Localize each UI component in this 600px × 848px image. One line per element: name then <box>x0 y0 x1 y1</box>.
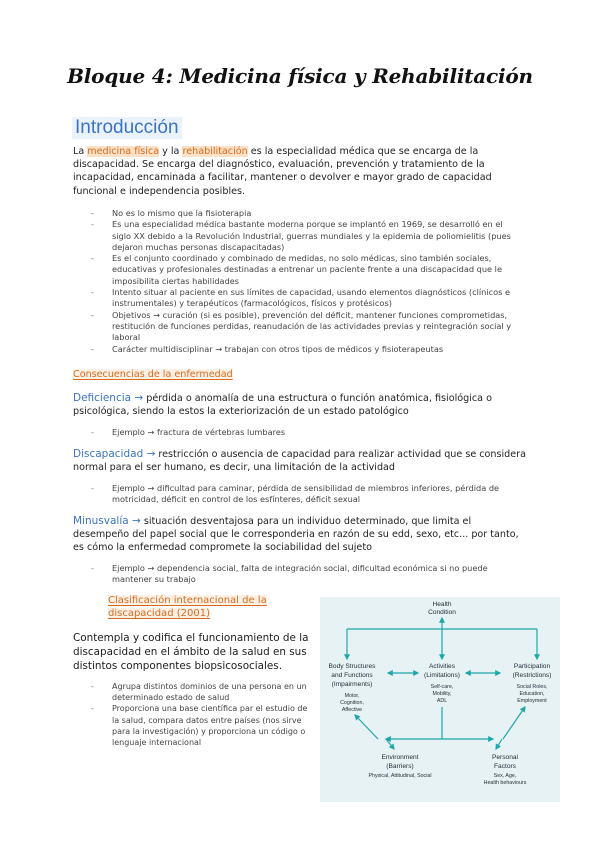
subheading-clasificacion-text: Clasificación internacional de la discapacidad (2001) <box>108 595 267 619</box>
activities-sub-3: ADL <box>436 698 448 704</box>
intro-paragraph <box>73 145 528 198</box>
intro-text-1: La <box>73 146 88 157</box>
participation-sub-3: Employment <box>517 698 547 704</box>
health-label-1: Health <box>432 601 452 608</box>
activities-label-1: Activities <box>428 663 456 670</box>
environment-label-1: Environment <box>381 754 419 761</box>
list-item: - No es lo mismo que la fisioterapia <box>91 208 521 219</box>
body-label-2: and Functions <box>331 672 373 679</box>
arrow-body-environment <box>355 715 378 739</box>
participation-label-1: Participation <box>513 663 551 670</box>
body-sub-2: Cognition, <box>340 700 364 706</box>
list-item: - Proporciona una base científica par el estudio de la salud, compara datos entre países (nos sirve para la investigación) y proporciona un código o lenguaje internacional <box>91 703 313 748</box>
intro-text-2: y la <box>159 146 183 157</box>
highlight-rehabilitacion: rehabilitación <box>182 146 248 157</box>
deficiencia-bullets <box>91 427 521 438</box>
deficiencia-definition: pérdida o anomalía de una estructura o función anatómica, fisiológica o psicológica, siendo la estos la exteriorización de un estado patológico <box>73 393 492 418</box>
list-item: - Ejemplo → fractura de vértebras lumbares <box>91 427 521 438</box>
participation-sub-2: Education, <box>519 691 545 697</box>
subheading-clasificacion <box>108 594 308 620</box>
highlight-medicina-fisica: medicina física <box>87 146 160 157</box>
intro-bullet-list <box>91 208 521 355</box>
list-item: - Intento situar al paciente en sus límites de capacidad, usando elementos diagnósticos (clínicos e instrumentales) y terapéuticos (farmacológicos, físicos y protésicos) <box>91 287 521 310</box>
list-item: - Carácter multidisciplinar → trabajan con otros tipos de médicos y fisioterapeutas <box>91 344 521 355</box>
list-item: - Es el conjunto coordinado y combinado de medidas, no solo médicas, sino también sociales, educativas y profesionales destinadas a entrenar un paciente frente a una discapacidad que le imposibilita ciertas habilidades <box>91 253 521 287</box>
minusvalia-paragraph <box>73 515 528 555</box>
environment-sub-1: Physical, Attitudinal, Social <box>368 773 432 779</box>
discapacidad-paragraph <box>73 448 528 474</box>
section-heading-introduccion: Introducción <box>72 117 182 139</box>
participation-label-2: (Restrictions) <box>512 672 552 679</box>
term-minusvalia: Minusvalía → <box>73 515 141 527</box>
page-title: Bloque 4: Medicina física y Rehabilitación <box>67 64 533 88</box>
list-item: - Ejemplo → dependencia social, falta de integración social, dificultad económica si no puede mantener su trabajo <box>91 563 521 586</box>
list-item: - Ejemplo → dificultad para caminar, pérdida de sensibilidad de miembros inferiores, pérdida de motricidad, déficit en control de los esfínteres, déficit sexual <box>91 483 521 506</box>
icf-diagram <box>320 597 560 802</box>
body-sub-3: Affective <box>341 707 363 713</box>
personal-label-2: Factors <box>494 763 516 770</box>
minusvalia-bullets <box>91 563 521 586</box>
minusvalia-definition: situación desventajosa para un individuo determinado, que limita el desempeño del papel social que le corresponderia en razón de su edd, sexo, etc... por tanto, es cómo la enfermedad compromete la sociabilidad del sujeto <box>73 516 519 554</box>
discapacidad-definition: restricción o ausencia de capacidad para realizar actividad que se considera normal para el ser humano, es decir, una limitación de la actividad <box>73 449 526 474</box>
clasificacion-paragraph: Contempla y codifica el funcionamiento de la discapacidad en el ámbito de la salud en sus distintos componentes biopsicosociales. <box>73 632 309 672</box>
deficiencia-paragraph <box>73 392 528 418</box>
health-label-2: Condition <box>428 609 456 616</box>
body-label-3: (Impairments) <box>331 681 373 688</box>
activities-label-2: (Limitations) <box>424 672 460 679</box>
body-sub-1: Motor, <box>344 693 360 699</box>
list-item: - Objetivos → curación (si es posible), prevención del déficit, mantener funciones comprometidas, restitución de funciones perdidas, reanudación de las actividades previas y reintegración social y laboral <box>91 310 521 344</box>
clasificacion-bullets <box>91 681 313 748</box>
list-item: - Agrupa distintos dominios de una persona en un determinado estado de salud <box>91 681 313 703</box>
list-item: - Es una especialidad médica bastante moderna porque se implantó en 1969, se desarrolló en el siglo XX debido a la Revolución Industrial, guerras mundiales y la epidemia de poliomielitis (pues dejaron muchas personas discapacitadas) <box>91 219 521 253</box>
subheading-consecuencias: Consecuencias de la enfermedad <box>73 369 233 380</box>
activities-sub-1: Self-care, <box>430 684 454 690</box>
personal-sub-1: Sex, Age, <box>493 773 517 779</box>
intro-text-3: es la especialidad médica que se encarga de la discapacidad. Se encarga del diagnóstico, evaluación, prevención y tratamiento de la incapacidad, encaminada a facilitar, mantener o devolver e mayor grado de capacidad funcional e independencia posibles. <box>73 146 492 197</box>
arrow-to-environment <box>386 739 394 749</box>
term-deficiencia: Deficiencia → <box>73 392 144 404</box>
body-label-1: Body Structures <box>328 663 376 670</box>
environment-label-2: (Barriers) <box>386 763 414 770</box>
arrow-participation-personal <box>503 707 525 739</box>
personal-sub-2: Health behaviours <box>483 780 527 786</box>
activities-sub-2: Mobility, <box>432 691 452 697</box>
personal-label-1: Personal <box>491 754 519 761</box>
participation-sub-1: Social Roles, <box>516 684 548 690</box>
term-discapacidad: Discapacidad → <box>73 448 156 460</box>
discapacidad-bullets <box>91 483 521 506</box>
arrow-to-personal <box>496 739 502 749</box>
